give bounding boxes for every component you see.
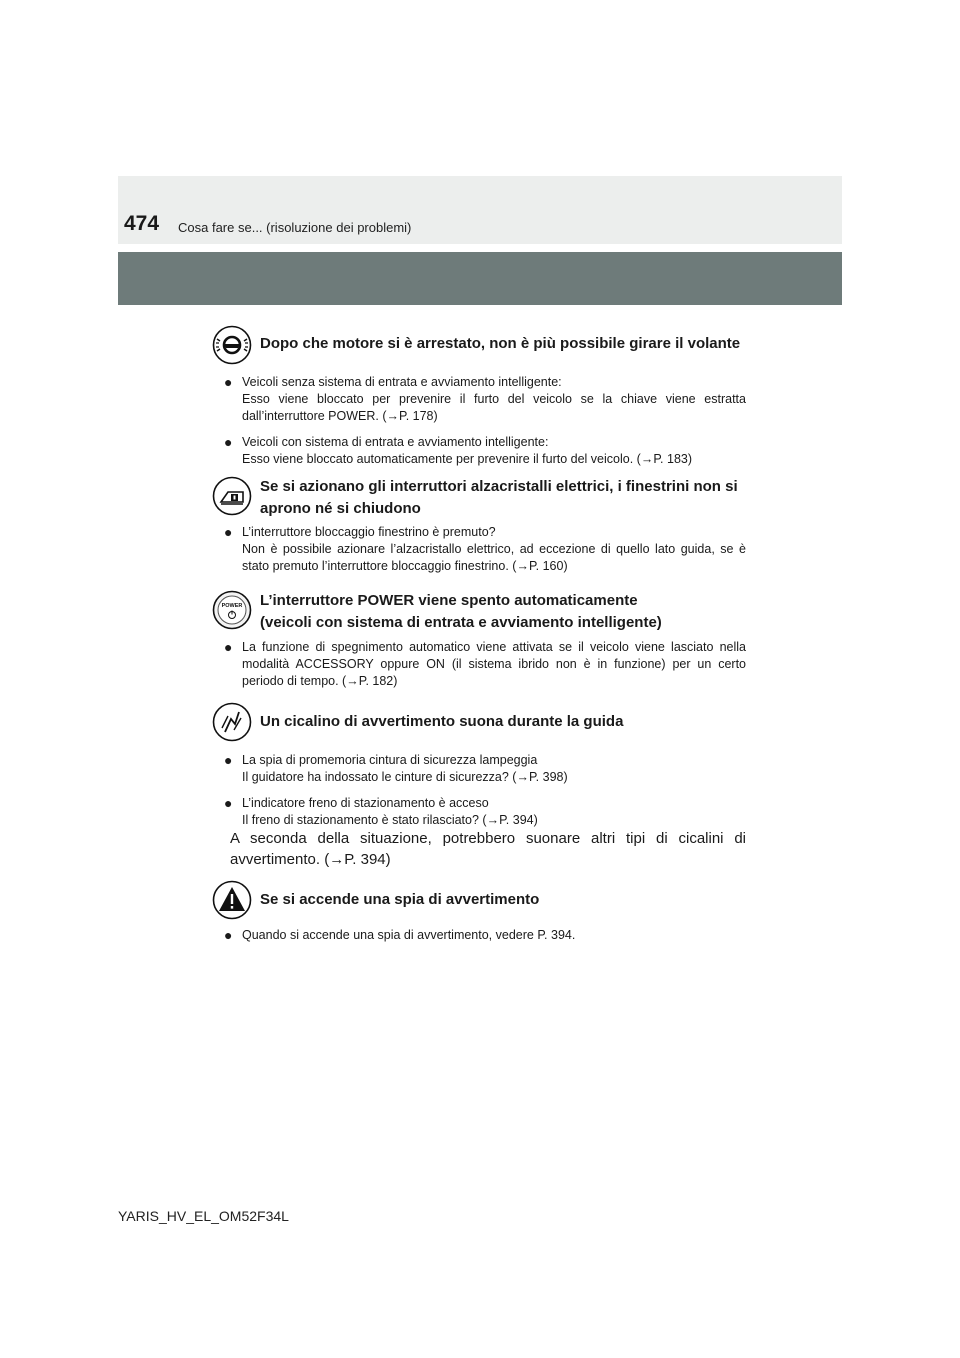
bullet-icon: ●: [224, 639, 233, 655]
list-item: ● La spia di promemoria cintura di sicurezza lampeggia Il guidatore ha indossato le cinture di sicurezza? (→P. 398): [224, 752, 568, 784]
list-item: ● Veicoli senza sistema di entrata e avviamento intelligente: Esso viene bloccato per prevenire il furto del veicolo se la chiave viene estratta dall’interruttore POWER. (→P. 178): [224, 374, 746, 423]
section-title: Se si accende una spia di avvertimento: [260, 891, 540, 908]
body-note: A seconda della situazione, potrebbero suonare altri tipi di cicalini di avvertimento. (→P. 394): [230, 830, 746, 868]
section-items: [226, 524, 746, 584]
section-band: [118, 252, 842, 305]
bullet-icon: ●: [224, 434, 233, 450]
section-title: Dopo che motore si è arrestato, non è più possibile girare il volante: [260, 335, 741, 352]
footer-code: YARIS_HV_EL_OM52F34L: [118, 1208, 289, 1224]
bullet-icon: ●: [224, 374, 233, 390]
list-item: ● L’indicatore freno di stazionamento è acceso Il freno di stazionamento è stato rilasciato? (→P. 394): [224, 795, 538, 827]
bullet-icon: ●: [224, 795, 233, 811]
section-items: [226, 752, 746, 838]
steering-wheel-lock-icon: [212, 325, 252, 365]
warning-triangle-icon: [212, 880, 252, 920]
list-item: ● Veicoli con sistema di entrata e avviamento intelligente: Esso viene bloccato automaticamente per prevenire il furto del veicolo. (→P. 183): [224, 434, 693, 466]
bullet-icon: ●: [224, 927, 233, 943]
list-item: ● Quando si accende una spia di avvertimento, vedere P. 394.: [224, 927, 576, 943]
section-items: [226, 374, 746, 477]
section-title: Se si azionano gli interruttori alzacristalli elettrici, i finestrini non si aprono né si chiudono: [260, 478, 738, 517]
section-items: [226, 927, 746, 953]
section-title: L’interruttore POWER viene spento automaticamente (veicoli con sistema di entrata e avviamento intelligente): [260, 592, 662, 631]
bullet-icon: ●: [224, 752, 233, 768]
page-number: 474: [124, 212, 160, 235]
list-item: ● L’interruttore bloccaggio finestrino è premuto? Non è possibile azionare l’alzacristallo elettrico, ad eccezione di quello lato guida, se è stato premuto l’interruttore bloccaggio finestrino. (→P. 160): [224, 524, 746, 573]
bullet-icon: ●: [224, 524, 233, 540]
power-button-icon: [212, 590, 252, 630]
list-item: ● La funzione di spegnimento automatico viene attivata se il veicolo viene lasciato nella modalità ACCESSORY oppure ON (il sistema ibrido non è in funzione) per un certo periodo di tempo. (→P. 182): [224, 639, 746, 688]
section-title: Un cicalino di avvertimento suona durante la guida: [260, 713, 624, 730]
section-items: [226, 639, 746, 699]
warning-buzzer-icon: [212, 702, 252, 742]
svg-text:POWER: POWER: [221, 603, 243, 609]
running-title: Cosa fare se... (risoluzione dei problemi): [178, 220, 412, 235]
window-lock-icon: [212, 476, 252, 516]
